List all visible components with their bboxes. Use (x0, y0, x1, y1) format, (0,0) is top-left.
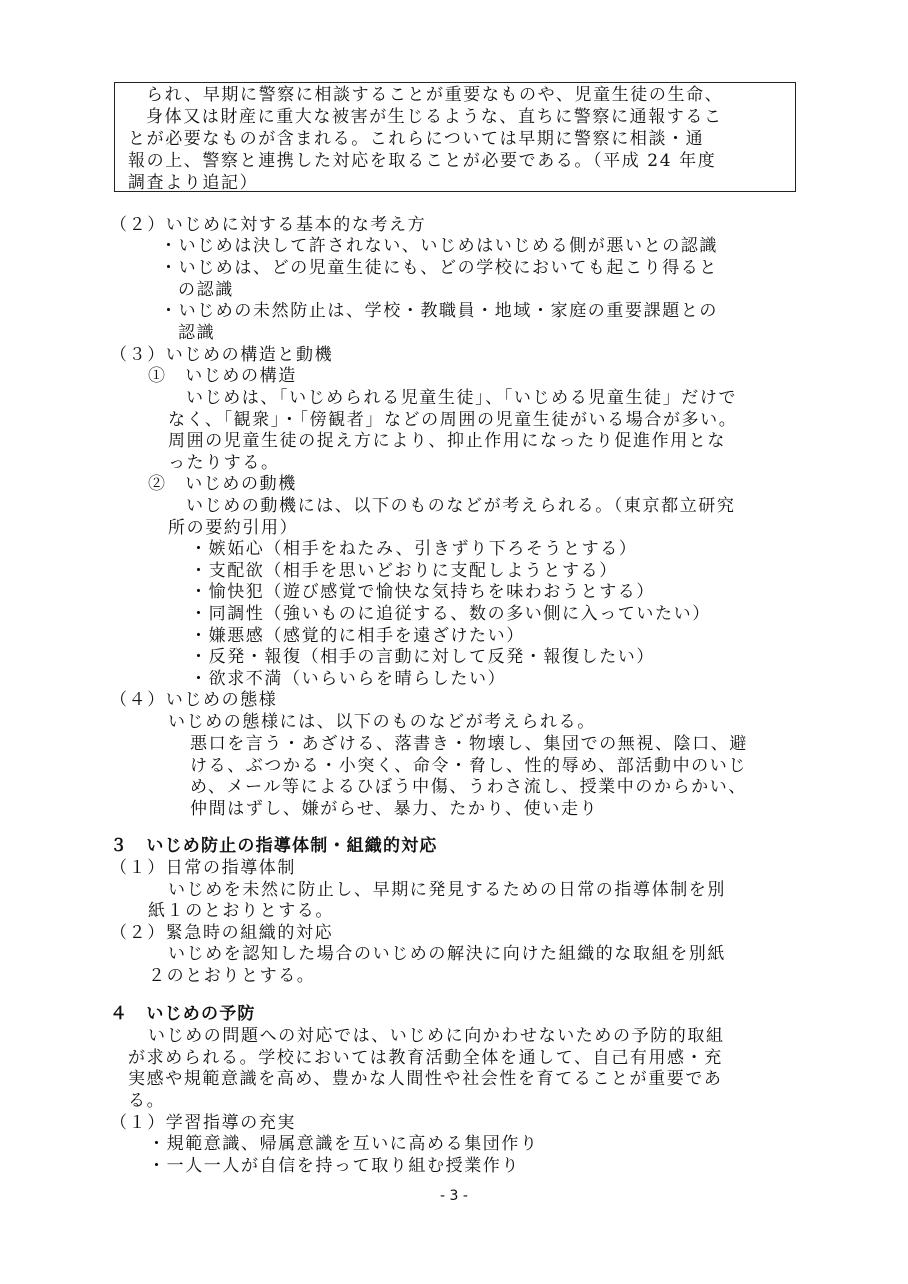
list-item: ・いじめは、どの児童生徒にも、どの学校においても起こり得ると (160, 258, 718, 278)
page-number: - 3 - (440, 1188, 468, 1204)
subsection-title: ② いじめの動機 (148, 474, 297, 494)
paragraph-line: いじめの態様には、以下のものなどが考えられる。 (168, 712, 596, 732)
paragraph-line: いじめの動機には、以下のものなどが考えられる。（東京都立研究 (186, 496, 736, 516)
paragraph-line: る。 (128, 1091, 166, 1111)
subsection-title: （１）日常の指導体制 (110, 858, 296, 878)
subsection-title: （１）学習指導の充実 (110, 1113, 296, 1133)
chapter-heading-3: ３ いじめ防止の指導体制・組織的対応 (110, 836, 438, 856)
motive-item: ・嫉妬心（相手をねたみ、引きずり下ろそうとする） (190, 539, 638, 559)
box-note-line: 調査より追記） (128, 173, 259, 193)
paragraph-line: ２のとおりとする。 (148, 966, 316, 986)
box-note-line: られ、早期に警察に相談することが重要なものや、児童生徒の生命、 (146, 85, 724, 105)
motive-item: ・欲求不満（いらいらを晴らしたい） (190, 669, 507, 689)
paragraph-line: ける、ぶつかる・小突く、命令・脅し、性的辱め、部活動中のいじ (190, 756, 747, 776)
paragraph-line: 仲間はずし、嫌がらせ、暴力、たかり、使い走り (190, 799, 599, 819)
box-note-line: とが必要なものが含まれる。これらについては早期に警察に相談・通 (128, 129, 705, 149)
paragraph-line: 周囲の児童生徒の捉え方により、抑止作用になったり促進作用とな (168, 431, 726, 451)
motive-item: ・嫌悪感（感覚的に相手を遠ざけたい） (190, 626, 525, 646)
subsection-title: ① いじめの構造 (148, 366, 297, 386)
paragraph-line: 紙１のとおりとする。 (148, 901, 334, 921)
list-item: ・一人一人が自信を持って取り組む授業作り (148, 1156, 520, 1176)
section-heading-3: （３）いじめの構造と動機 (110, 345, 334, 365)
paragraph-line: なく、「観衆」・「傍観者」などの周囲の児童生徒がいる場合が多い。 (168, 410, 738, 430)
section-heading-4: （４）いじめの態様 (110, 690, 278, 710)
motive-item: ・愉快犯（遊び感覚で愉快な気持ちを味わおうとする） (190, 582, 655, 602)
motive-item: ・支配欲（相手を思いどおりに支配しようとする） (190, 561, 618, 581)
list-item: ・規範意識、帰属意識を互いに高める集団作り (148, 1134, 539, 1154)
section-heading-2: （２）いじめに対する基本的な考え方 (110, 215, 427, 235)
paragraph-line: いじめを認知した場合のいじめの解決に向けた組織的な取組を別紙 (168, 944, 726, 964)
paragraph-line: ったりする。 (168, 453, 280, 473)
paragraph-line: 実感や規範意識を高め、豊かな人間性や社会性を育てることが重要であ (128, 1069, 723, 1089)
paragraph-line: いじめの問題への対応では、いじめに向かわせないための予防的取組 (148, 1026, 725, 1046)
paragraph-line: 所の要約引用） (168, 518, 299, 538)
subsection-title: （２）緊急時の組織的対応 (110, 923, 334, 943)
box-note-line: 身体又は財産に重大な被害が生じるような、直ちに警察に通報するこ (146, 107, 723, 127)
paragraph-line: が求められる。学校においては教育活動全体を通して、自己有用感・充 (128, 1048, 723, 1068)
list-item-continuation: の認識 (178, 280, 234, 300)
box-note-line: 報の上、警察と連携した対応を取ることが必要である。（平成 24 年度 (128, 151, 717, 171)
motive-item: ・反発・報復（相手の言動に対して反発・報復したい） (190, 647, 655, 667)
paragraph-line: 悪口を言う・あざける、落書き・物壊し、集団での無視、陰口、避 (190, 734, 748, 754)
list-item: ・いじめの未然防止は、学校・教職員・地域・家庭の重要課題との (160, 301, 718, 321)
paragraph-line: いじめは、「いじめられる児童生徒」、「いじめる児童生徒」だけで (186, 388, 738, 408)
list-item-continuation: 認識 (178, 323, 216, 343)
motive-item: ・同調性（強いものに追従する、数の多い側に入っていたい） (190, 604, 711, 624)
chapter-heading-4: ４ いじめの予防 (110, 1004, 256, 1024)
list-item: ・いじめは決して許されない、いじめはいじめる側が悪いとの認識 (160, 236, 718, 256)
paragraph-line: め、メール等によるひぼう中傷、うわさ流し、授業中のからかい、 (190, 777, 747, 797)
paragraph-line: いじめを未然に防止し、早期に発見するための日常の指導体制を別 (168, 880, 726, 900)
